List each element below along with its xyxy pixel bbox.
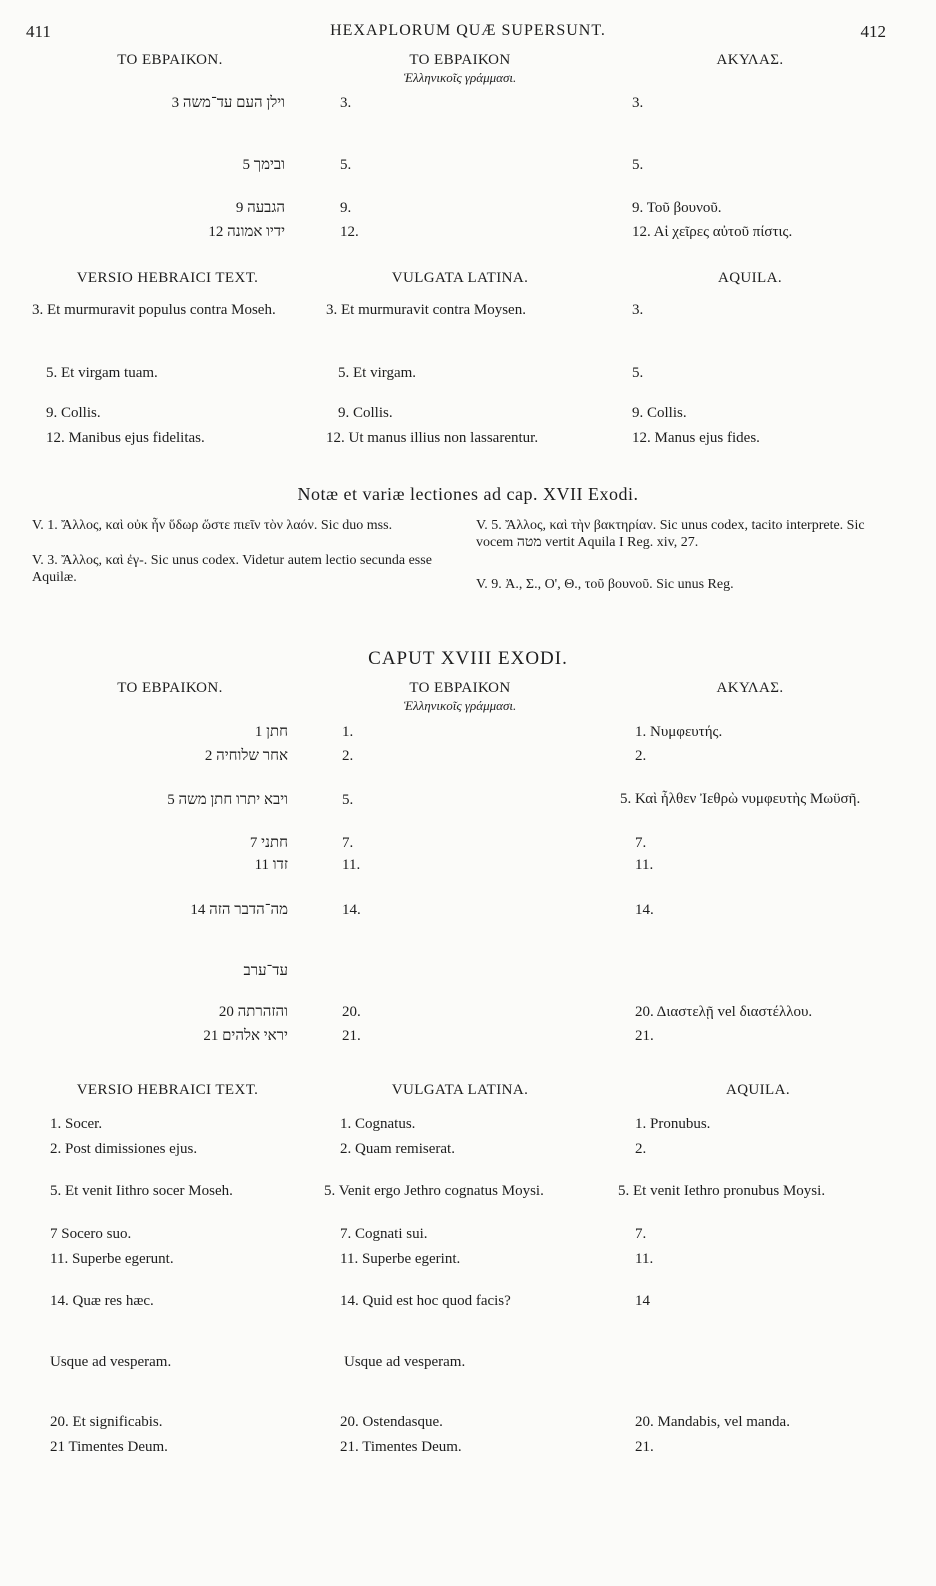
vulgata-cell: 5. Et virgam. — [338, 365, 417, 381]
aquila-latin-cell: 5. Et venit Iethro pronubus Moysi. — [618, 1183, 826, 1199]
aquila-cell: 3. — [632, 95, 644, 111]
versio-cell: 2. Post dimissiones ejus. — [50, 1141, 198, 1157]
right-page-number: 412 — [860, 22, 886, 41]
aquila-latin-cell: 20. Mandabis, vel manda. — [635, 1414, 790, 1430]
vulgata-cell: 3. Et murmuravit contra Moysen. — [326, 302, 526, 318]
left-page-number: 411 — [26, 22, 51, 41]
vulgata-cell: 7. Cognati sui. — [340, 1226, 428, 1242]
verse-number-cell: 21. — [342, 1028, 361, 1044]
verse-number-cell: 20. — [342, 1004, 361, 1020]
versio-cell: 9. Collis. — [46, 405, 101, 421]
col-header-versio: VERSIO HEBRAICI TEXT. — [76, 270, 259, 286]
col-header-aquila-latin: AQUILA. — [725, 1082, 791, 1098]
vulgata-cell: 12. Ut manus illius non lassarentur. — [326, 430, 539, 446]
versio-cell: 14. Quæ res hæc. — [50, 1293, 154, 1309]
hebrew-cell: וילן העם עד־משה 3 — [171, 95, 285, 111]
hebrew-cell: עד־ערב — [243, 963, 288, 979]
col-header-hebrew: ΤΟ ΕΒΡΑΙΚΟΝ. — [117, 680, 223, 696]
vulgata-cell: 20. Ostendasque. — [340, 1414, 443, 1430]
aquila-latin-cell: 7. — [635, 1226, 647, 1242]
col-header-vulgata: VULGATA LATINA. — [391, 270, 529, 286]
notes-title: Notæ et variæ lectiones ad cap. XVII Exodi. — [297, 484, 639, 504]
aquila-cell: 20. Διαστελῇ vel διαστέλλου. — [635, 1004, 813, 1020]
verse-number-cell: 3. — [340, 95, 352, 111]
verse-number-cell: 11. — [342, 857, 361, 873]
aquila-cell: 7. — [635, 835, 647, 851]
aquila-cell: 2. — [635, 748, 647, 764]
aquila-latin-cell: 3. — [632, 302, 644, 318]
aquila-cell: 11. — [635, 857, 654, 873]
vulgata-cell: Usque ad vesperam. — [344, 1354, 466, 1370]
hebrew-cell: מה־הדבר הזה 14 — [190, 902, 288, 918]
versio-cell: 7 Socero suo. — [50, 1226, 132, 1242]
vulgata-cell: 5. Venit ergo Jethro cognatus Moysi. — [324, 1183, 544, 1199]
versio-cell: 11. Superbe egerunt. — [50, 1251, 174, 1267]
verse-number-cell: 1. — [342, 724, 354, 740]
note-right-1: V. 5. Ἄλλος, καὶ τὴν βακτηρίαν. Sic unus codex, tacito interprete. Sic vocem מטה vertit Aquila I Reg. xiv, 27. — [476, 518, 865, 550]
vulgata-cell: 9. Collis. — [338, 405, 393, 421]
versio-cell: Usque ad vesperam. — [50, 1354, 172, 1370]
aquila-latin-cell: 5. — [632, 365, 644, 381]
note-right-2: V. 9. Ἀ., Σ., Ο', Θ., τοῦ βουνοῦ. Sic unus Reg. — [476, 577, 734, 592]
aquila-latin-cell: 21. — [635, 1439, 654, 1455]
col-header-versio: VERSIO HEBRAICI TEXT. — [76, 1082, 259, 1098]
col-subheader-greek-letters: Ἑλληνικοῖς γράμμασι. — [403, 698, 517, 713]
versio-cell: 21 Timentes Deum. — [50, 1439, 168, 1455]
aquila-latin-cell: 11. — [635, 1251, 654, 1267]
aquila-latin-cell: 1. Pronubus. — [635, 1116, 711, 1132]
vulgata-cell: 11. Superbe egerint. — [340, 1251, 461, 1267]
col-header-aquila: ΑΚΥΛΑΣ. — [716, 52, 784, 68]
aquila-cell: 12. Αἱ χεῖρες αὐτοῦ πίστις. — [632, 224, 793, 240]
vulgata-cell: 21. Timentes Deum. — [340, 1439, 462, 1455]
col-header-greek-letters: ΤΟ ΕΒΡΑΙΚΟΝ — [409, 52, 511, 68]
aquila-cell: 9. Τοῦ βουνοῦ. — [632, 200, 722, 216]
verse-number-cell: 7. — [342, 835, 354, 851]
aquila-cell: 5. Καὶ ἦλθεν Ἰεθρὼ νυμφευτὴς Μωϋσῆ. — [620, 791, 861, 807]
note-left-1: V. 1. Ἄλλος, καὶ οὐκ ἦν ὕδωρ ὥστε πιεῖν τὸν λαόν. Sic duo mss. — [32, 518, 393, 533]
aquila-cell: 21. — [635, 1028, 654, 1044]
hebrew-cell: ידיו אמונה 12 — [208, 224, 285, 240]
aquila-latin-cell: 12. Manus ejus fides. — [632, 430, 760, 446]
col-header-aquila: ΑΚΥΛΑΣ. — [716, 680, 784, 696]
verse-number-cell: 5. — [342, 792, 354, 808]
versio-cell: 5. Et venit Iithro socer Moseh. — [50, 1183, 233, 1199]
verse-number-cell: 14. — [342, 902, 361, 918]
hebrew-cell: יראי אלהים 21 — [203, 1028, 288, 1044]
col-header-aquila-latin: AQUILA. — [717, 270, 783, 286]
aquila-latin-cell: 2. — [635, 1141, 647, 1157]
vulgata-cell: 1. Cognatus. — [340, 1116, 416, 1132]
running-head: HEXAPLORUM QUÆ SUPERSUNT. — [330, 22, 606, 39]
versio-cell: 12. Manibus ejus fidelitas. — [46, 430, 205, 446]
hebrew-cell: זדו 11 — [254, 857, 288, 873]
versio-cell: 1. Socer. — [50, 1116, 103, 1132]
verse-number-cell: 12. — [340, 224, 359, 240]
aquila-latin-cell: 14 — [635, 1293, 650, 1309]
col-header-vulgata: VULGATA LATINA. — [391, 1082, 529, 1098]
col-subheader-greek-letters: Ἑλληνικοῖς γράμμασι. — [403, 70, 517, 85]
verse-number-cell: 9. — [340, 200, 352, 216]
verse-number-cell: 2. — [342, 748, 354, 764]
hebrew-cell: הגבעה 9 — [235, 200, 285, 216]
aquila-latin-cell: 9. Collis. — [632, 405, 687, 421]
vulgata-cell: 14. Quid est hoc quod facis? — [340, 1293, 511, 1309]
hebrew-cell: חתני 7 — [249, 835, 288, 851]
hebrew-cell: ובימך 5 — [242, 157, 285, 173]
hebrew-cell: ויבא יתרו חתן משה 5 — [167, 792, 288, 808]
aquila-cell: 5. — [632, 157, 644, 173]
note-left-2: V. 3. Ἄλλος, καὶ ἐγ-. Sic unus codex. Videtur autem lectio secunda esse Aquilæ. — [32, 553, 432, 585]
col-header-hebrew: ΤΟ ΕΒΡΑΙΚΟΝ. — [117, 52, 223, 68]
aquila-cell: 14. — [635, 902, 654, 918]
versio-cell: 5. Et virgam tuam. — [46, 365, 158, 381]
vulgata-cell: 2. Quam remiserat. — [340, 1141, 455, 1157]
versio-cell: 3. Et murmuravit populus contra Moseh. — [32, 302, 276, 318]
hebrew-cell: אחר שלוחיה 2 — [204, 748, 288, 764]
versio-cell: 20. Et significabis. — [50, 1414, 163, 1430]
aquila-cell: 1. Νυμφευτής. — [635, 724, 723, 740]
verse-number-cell: 5. — [340, 157, 352, 173]
caput-heading: CAPUT XVIII EXODI. — [368, 648, 568, 669]
hebrew-cell: חתן 1 — [254, 724, 288, 740]
col-header-greek-letters: ΤΟ ΕΒΡΑΙΚΟΝ — [409, 680, 511, 696]
hebrew-cell: והזהרתה 20 — [218, 1004, 288, 1020]
